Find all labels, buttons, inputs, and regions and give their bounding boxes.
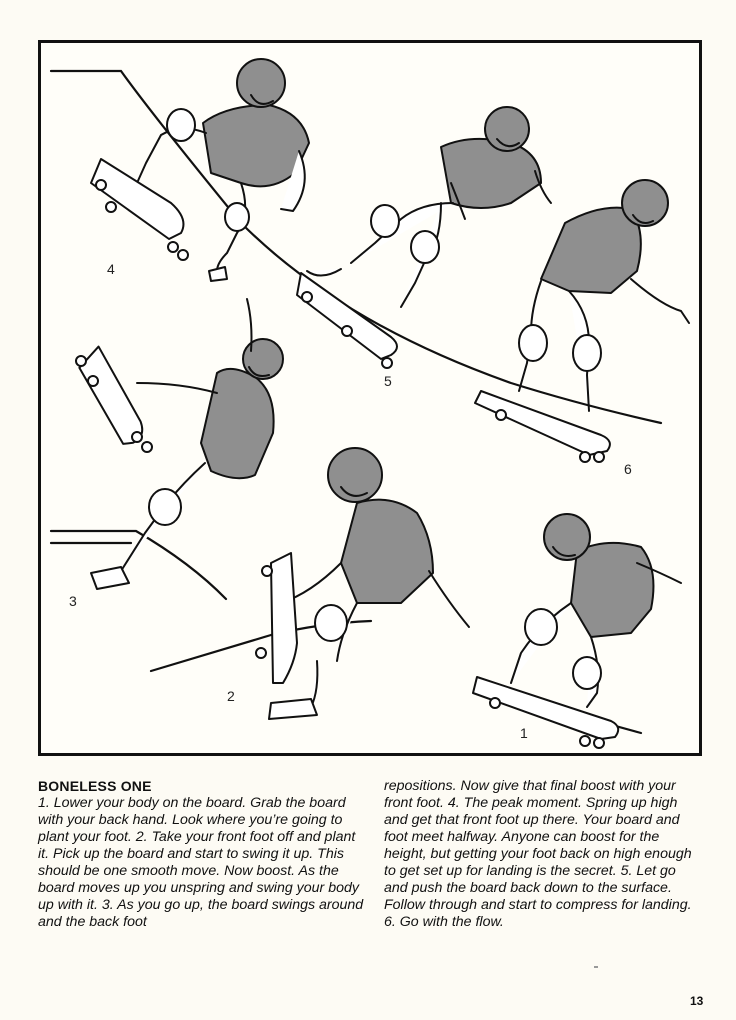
caption-right-text: repositions. Now give that final boost with your front foot. 4. The peak moment. Spring up high and get that front foot up there. Your board and foot meet halfway. Anyone can boost for the height, but getting your foot back on high enough to get set up for landing is the secret. 5. Let go and push the board back down to the surface. Follow through and start to compress for landing. 6. Go with the flow. bbox=[384, 778, 692, 930]
boneless-sequence-illustration bbox=[41, 43, 699, 753]
illustration-frame bbox=[38, 40, 702, 756]
caption-right-column bbox=[384, 778, 702, 931]
skater-figure-3 bbox=[57, 299, 283, 589]
print-speck bbox=[594, 966, 598, 968]
step-label-1: 1 bbox=[520, 725, 528, 741]
step-label-5: 5 bbox=[384, 373, 392, 389]
caption-left-text: 1. Lower your body on the board. Grab the board with your back hand. Look where you’re going to plant your foot. 2. Take your front foot off and plant it. Pick up the board and start to swing it up. This should be one smooth move. Now boost. As the board moves up you unspring and swing your body up with it. 3. As you go up, the board swings around and the back foot bbox=[38, 795, 364, 930]
step-label-4: 4 bbox=[107, 261, 115, 277]
page-number: 13 bbox=[690, 994, 704, 1008]
skater-figure-5 bbox=[297, 107, 551, 368]
caption-left-column bbox=[38, 778, 368, 931]
step-label-2: 2 bbox=[227, 688, 235, 704]
step-label-6: 6 bbox=[624, 461, 632, 477]
caption-title: BONELESS ONE bbox=[38, 778, 152, 794]
step-label-3: 3 bbox=[69, 593, 77, 609]
skater-figure-2 bbox=[256, 448, 469, 719]
skater-figure-1 bbox=[473, 514, 681, 748]
skater-figure-6 bbox=[475, 180, 689, 462]
skater-figure-4 bbox=[91, 59, 309, 281]
